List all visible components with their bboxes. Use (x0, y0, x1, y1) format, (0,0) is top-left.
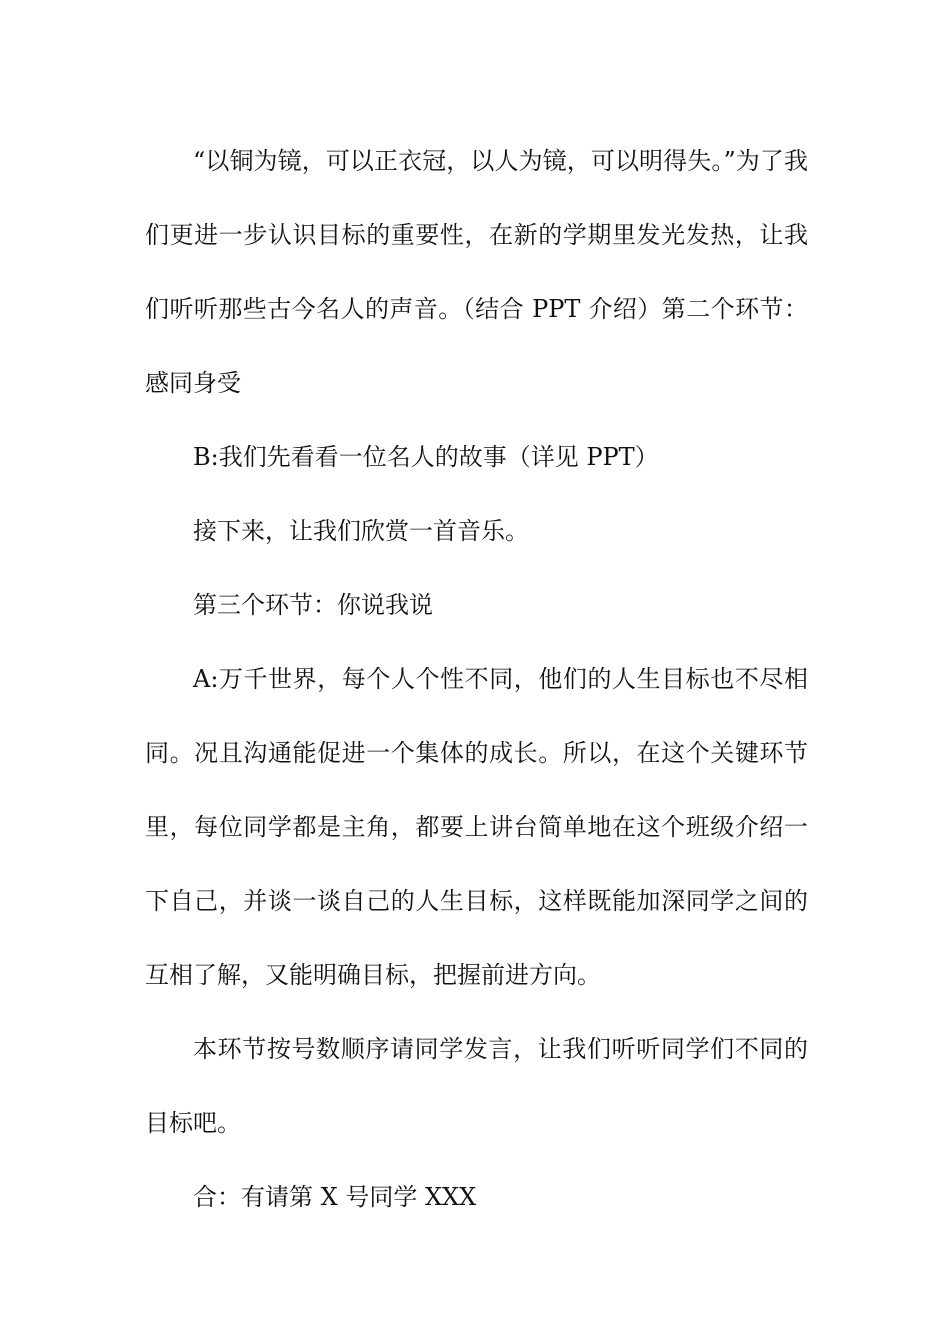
paragraph-section-three: 第三个环节：你说我说 (193, 591, 433, 619)
paragraph-goals-sharing: A:万千世界，每个人个性不同，他们的人生目标也不尽相同。况且沟通能促进一个集体的成长。所以，在这个关键环节里，每位同学都是主角，都要上讲台简单地在这个班级介绍一下自己，并谈一谈自己的人生目标，这样既能加深同学之间的互相了解，又能明确目标，把握前进方向。 (145, 665, 808, 989)
paragraph-music: 接下来，让我们欣赏一首音乐。 (193, 517, 529, 545)
document-body (145, 124, 808, 1234)
paragraph-mirror-quote: “以铜为镜，可以正衣冠，以人为镜，可以明得失。”为了我们更进一步认识目标的重要性，在新的学期里发光发热，让我们听听那些古今名人的声音。（结合 PPT 介绍）第二个环节：感同身受 (145, 147, 808, 397)
paragraph-celebrity-story: B:我们先看看一位名人的故事（详见 PPT） (193, 443, 659, 471)
paragraph-speaking-order: 本环节按号数顺序请同学发言，让我们听听同学们不同的目标吧。 (145, 1035, 808, 1137)
paragraph-invite-student: 合：有请第 X 号同学 XXX (193, 1183, 477, 1211)
